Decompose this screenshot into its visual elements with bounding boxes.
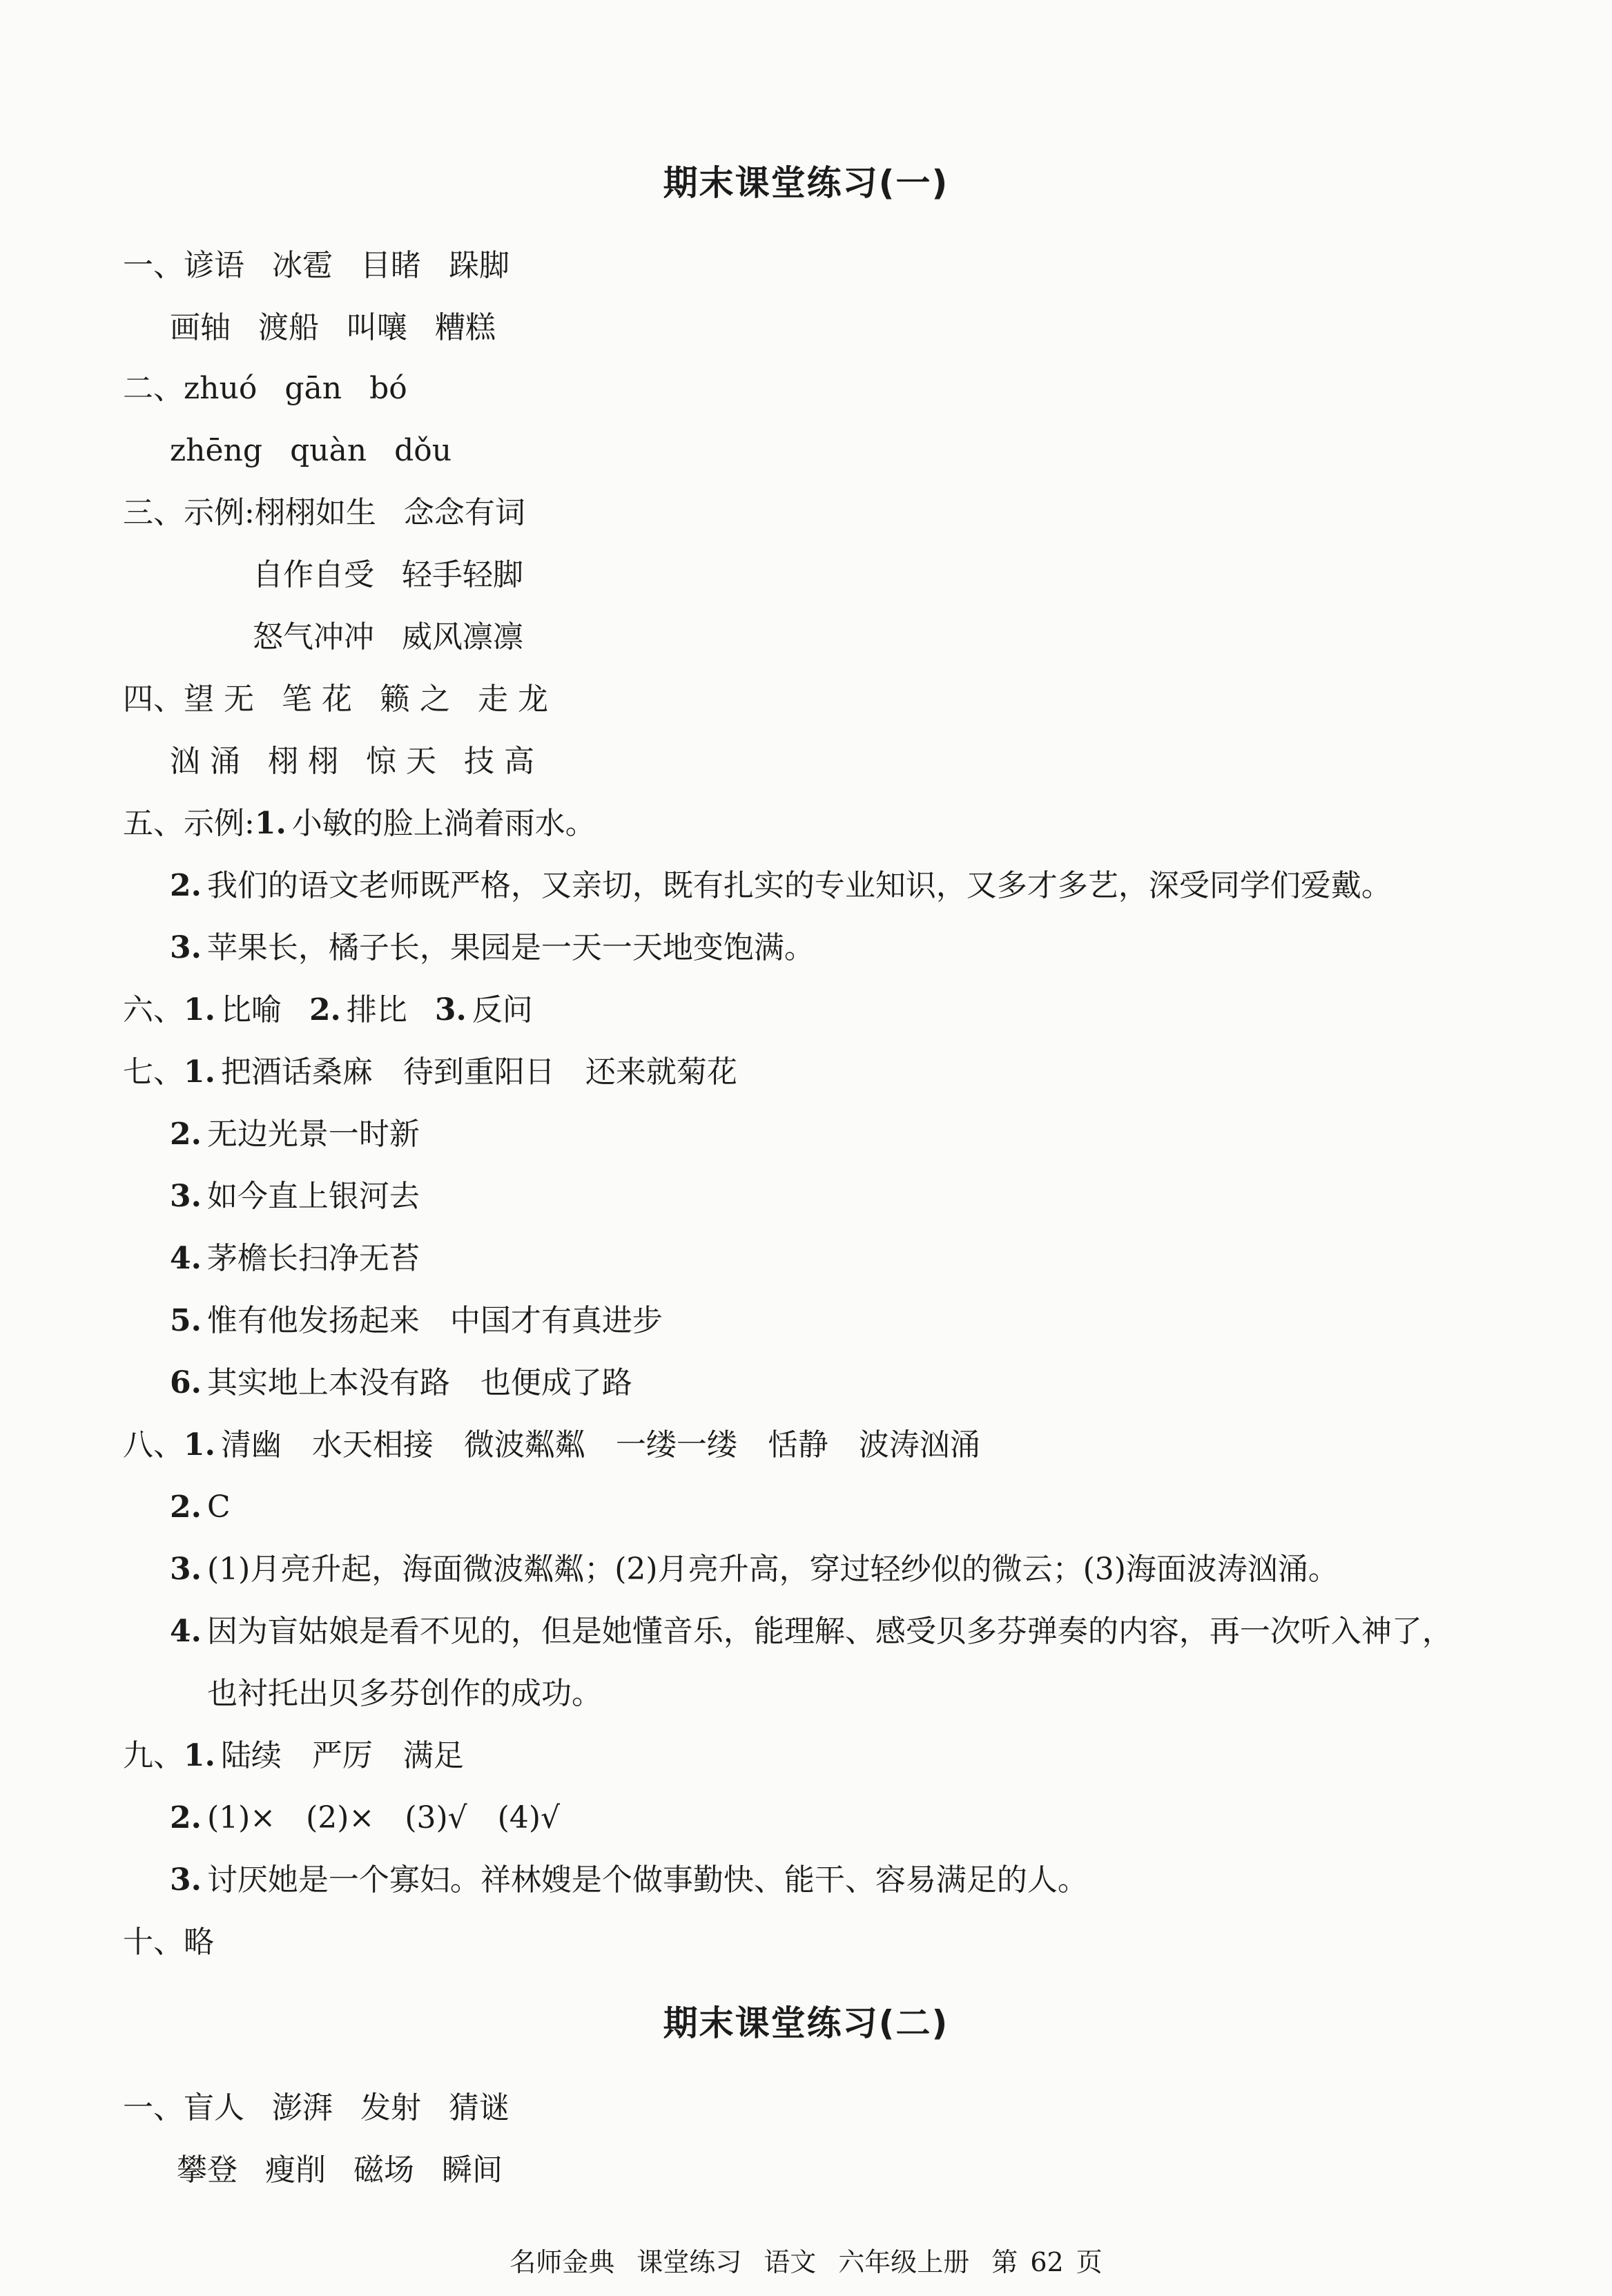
word: 磁场 — [353, 2152, 414, 2188]
q7-item5 — [170, 1300, 663, 1342]
answer-text: 因为盲姑娘是看不见的，但是她懂音乐，能理解、感受贝多芬弹奏的内容，再一次听入神了， — [206, 1614, 1453, 1649]
item-number: 1. — [184, 992, 215, 1028]
word: 瞬间 — [442, 2152, 503, 2188]
q5-item1 — [123, 803, 596, 845]
answer-text: (1)月亮升起，海面微波粼粼；(2)月亮升高，穿过轻纱似的微云；(3)海面波涛汹涌。 — [206, 1552, 1339, 1587]
q1-row1 — [123, 245, 537, 287]
q6-items — [123, 990, 533, 1031]
word: 栩 栩 — [268, 744, 338, 779]
footer-series: 课堂练习 — [637, 2247, 742, 2277]
word: 叫嚷 — [347, 310, 407, 345]
q7-item3 — [170, 1176, 420, 1217]
item-number: 2. — [170, 1800, 202, 1835]
answer-text: 苹果长，橘子长，果园是一天一天地变饱满。 — [206, 930, 815, 965]
word: 技 高 — [464, 744, 534, 779]
word: 走 龙 — [478, 682, 548, 717]
q3-row2 — [253, 554, 551, 596]
answer-text: 小敏的脸上淌着雨水。 — [291, 806, 596, 841]
q2-row2 — [170, 430, 479, 472]
q6-marker: 六、 — [123, 992, 184, 1028]
answer-text: C — [206, 1489, 231, 1525]
q2-marker: 二、 — [123, 371, 184, 406]
q8-item4-continuation: 也衬托出贝多芬创作的成功。 — [207, 1676, 602, 1711]
pinyin: zhuó — [184, 371, 258, 406]
item-number: 2. — [309, 992, 341, 1028]
word: 笔 花 — [282, 682, 352, 717]
item-number: 3. — [170, 930, 202, 965]
q5-marker: 五、示例: — [123, 806, 255, 841]
q9-item2 — [170, 1797, 560, 1839]
answer-text: (1)× (2)× (3)√ (4)√ — [206, 1800, 561, 1835]
word: 糟糕 — [435, 310, 496, 345]
q7-item6 — [170, 1362, 632, 1404]
q2-row1 — [123, 368, 435, 409]
word: 盲人 — [184, 2090, 244, 2125]
q4-marker: 四、 — [123, 682, 184, 717]
word: 谚语 — [184, 248, 244, 283]
item-number: 2. — [170, 868, 202, 903]
q7-item1 — [123, 1052, 737, 1093]
item-number: 1. — [184, 1054, 215, 1090]
q7-marker: 七、 — [123, 1054, 184, 1090]
item-number: 4. — [170, 1241, 202, 1276]
item-number: 6. — [170, 1365, 202, 1400]
section-title-2: 期末课堂练习(二) — [663, 2003, 949, 2043]
q10 — [123, 1922, 214, 1963]
answer-text: 排比 — [346, 992, 407, 1028]
answer-text: 无边光景一时新 — [206, 1117, 420, 1152]
answer-text: 我们的语文老师既严格，又亲切，既有扎实的专业知识，又多才多艺，深受同学们爱戴。 — [206, 868, 1392, 903]
q1-marker: 一、 — [123, 248, 184, 283]
answer-text: 其实地上本没有路 也便成了路 — [206, 1365, 632, 1400]
item-number: 4. — [170, 1614, 202, 1649]
item-number: 3. — [170, 1179, 202, 1214]
item-number: 5. — [170, 1303, 202, 1338]
answer-text: 反问 — [472, 992, 533, 1028]
answer-text: 如今直上银河去 — [206, 1179, 420, 1214]
answer-text: 讨厌她是一个寡妇。祥林嫂是个做事勤快、能干、容易满足的人。 — [206, 1862, 1088, 1898]
s2-q1-row2 — [177, 2150, 530, 2191]
s2-q1-row1 — [123, 2087, 537, 2129]
word: 汹 涌 — [170, 744, 240, 779]
footer-brand: 名师金典 — [509, 2247, 615, 2277]
word: 惊 天 — [366, 744, 436, 779]
word: 渡船 — [258, 310, 319, 345]
q9-item3 — [170, 1860, 1088, 1901]
q8-item1 — [123, 1425, 980, 1466]
q8-item3 — [170, 1549, 1339, 1590]
answer-text: 把酒话桑麻 待到重阳日 还来就菊花 — [220, 1054, 737, 1090]
word: 籁 之 — [380, 682, 450, 717]
q7-item4 — [170, 1238, 420, 1280]
word: 猜谜 — [449, 2090, 509, 2125]
idiom: 轻手轻脚 — [402, 557, 523, 592]
word: 发射 — [360, 2090, 421, 2125]
s2-q1-marker: 一、 — [123, 2090, 184, 2125]
page-number: 第 62 页 — [991, 2247, 1103, 2277]
footer-grade: 六年级上册 — [838, 2247, 970, 2277]
footer-subject: 语文 — [764, 2247, 817, 2277]
word: 攀登 — [177, 2152, 237, 2188]
answer-text: 陆续 严厉 满足 — [220, 1738, 464, 1773]
word: 冰雹 — [272, 248, 333, 283]
q10-marker: 十、 — [123, 1924, 184, 1960]
q4-row2 — [170, 741, 562, 782]
idiom: 威风凛凛 — [402, 619, 523, 655]
q9-item1 — [123, 1735, 464, 1777]
q1-row2 — [170, 307, 523, 349]
word: 澎湃 — [272, 2090, 333, 2125]
answer-text: 清幽 水天相接 微波粼粼 一缕一缕 恬静 波涛汹涌 — [220, 1427, 980, 1463]
item-number: 3. — [434, 992, 467, 1028]
q8-item2 — [170, 1487, 231, 1528]
pinyin: dǒu — [394, 433, 452, 468]
word: 画轴 — [170, 310, 231, 345]
word: 瘦削 — [265, 2152, 326, 2188]
q4-row1 — [123, 679, 576, 720]
q9-marker: 九、 — [123, 1738, 184, 1773]
answer-text: 比喻 — [220, 992, 282, 1028]
answer-text: 略 — [184, 1924, 214, 1960]
pinyin: bó — [369, 371, 407, 406]
item-number: 2. — [170, 1489, 202, 1525]
idiom: 念念有词 — [403, 495, 525, 530]
pinyin: quàn — [290, 433, 367, 468]
q8-marker: 八、 — [123, 1427, 184, 1463]
answer-text: 惟有他发扬起来 中国才有真进步 — [206, 1303, 663, 1338]
item-number: 3. — [170, 1552, 202, 1587]
item-number: 2. — [170, 1117, 202, 1152]
idiom: 栩栩如生 — [254, 495, 376, 530]
q3-row3 — [253, 617, 551, 658]
q8-item4 — [170, 1611, 1453, 1652]
answer-text: 茅檐长扫净无苔 — [206, 1241, 420, 1276]
pinyin: gān — [284, 371, 342, 406]
item-number: 3. — [170, 1862, 202, 1898]
q3-row1 — [123, 492, 553, 534]
q5-item3 — [170, 927, 815, 969]
section-title: 期末课堂练习(一) — [663, 163, 949, 203]
q5-item2 — [170, 865, 1392, 907]
word: 跺脚 — [449, 248, 509, 283]
page-footer — [0, 2241, 1612, 2279]
idiom: 怒气冲冲 — [253, 619, 374, 655]
item-number: 1. — [254, 806, 287, 841]
idiom: 自作自受 — [253, 557, 374, 592]
q3-marker: 三、示例: — [123, 495, 255, 530]
pinyin: zhēng — [170, 433, 263, 468]
item-number: 1. — [184, 1427, 215, 1463]
word: 目睹 — [360, 248, 421, 283]
q7-item2 — [170, 1114, 420, 1155]
word: 望 无 — [184, 682, 254, 717]
item-number: 1. — [184, 1738, 215, 1773]
